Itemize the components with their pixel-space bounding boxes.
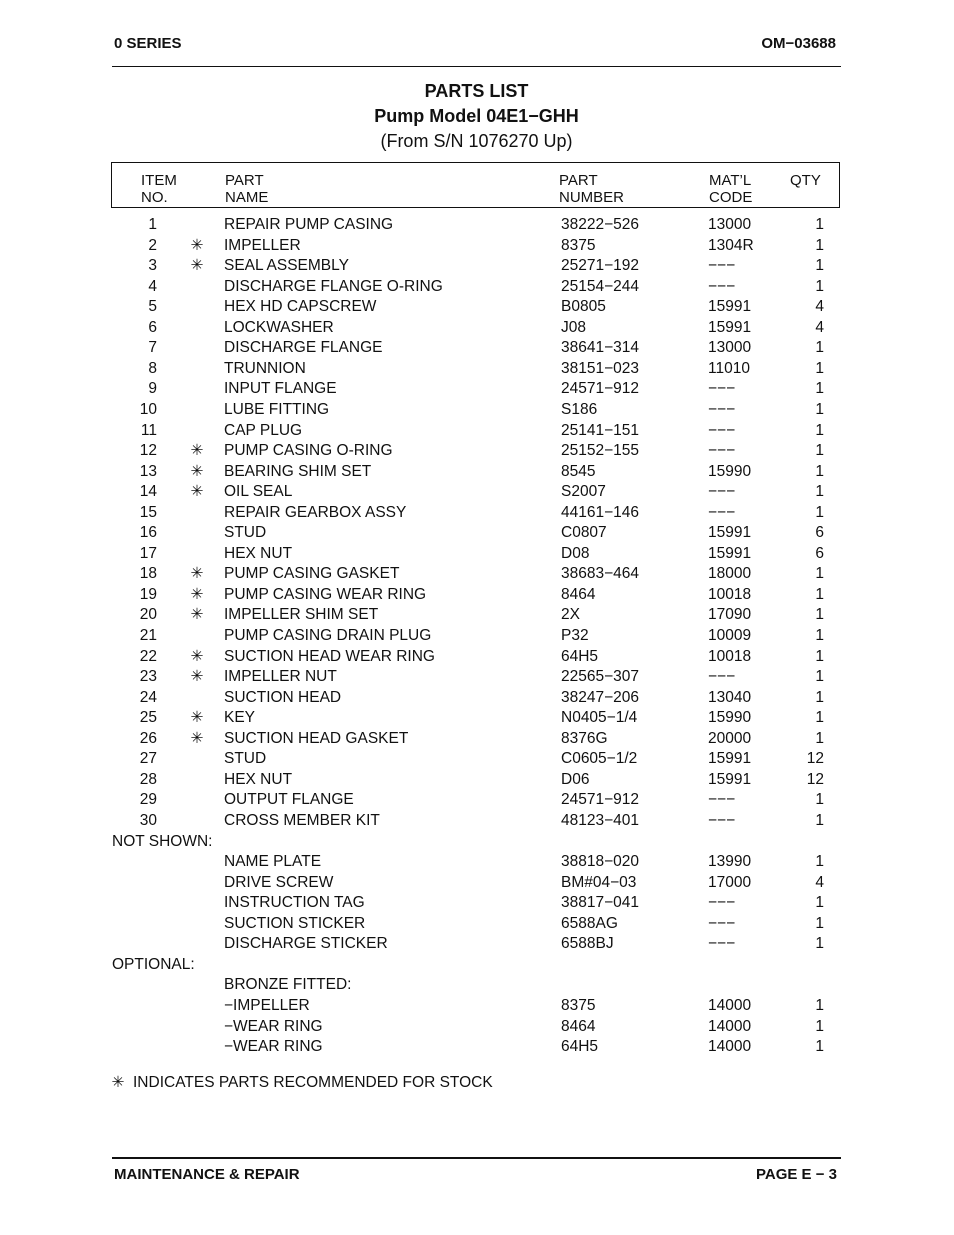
item-number: 16 <box>139 524 157 542</box>
part-name: BEARING SHIM SET <box>224 462 372 480</box>
stock-marker-icon: ✳ <box>190 668 204 686</box>
material-code: 10018 <box>708 585 752 603</box>
stock-legend <box>111 1073 493 1093</box>
col-part-name: PART NAME <box>225 172 269 206</box>
quantity: 6 <box>815 544 824 562</box>
item-number: 22 <box>139 647 157 665</box>
part-name: IMPELLER <box>224 236 301 254</box>
part-number: S2007 <box>561 483 606 501</box>
part-number: 8376G <box>561 729 608 747</box>
asterisk-icon: ✳ <box>111 1074 125 1091</box>
part-name: SUCTION STICKER <box>224 914 366 932</box>
part-name: REPAIR PUMP CASING <box>224 216 394 233</box>
part-name: −WEAR RING <box>224 1038 323 1055</box>
document-number: OM−03688 <box>761 35 836 52</box>
column-header-box <box>111 162 840 208</box>
material-code: 13000 <box>708 339 752 357</box>
item-number: 30 <box>139 812 157 829</box>
table-row <box>0 503 954 523</box>
stock-marker-icon: ✳ <box>190 236 204 254</box>
material-code: −−− <box>708 791 736 809</box>
part-number: 25271−192 <box>561 257 640 275</box>
stock-marker-icon: ✳ <box>190 709 204 727</box>
part-name: NAME PLATE <box>224 853 322 871</box>
quantity: 4 <box>815 318 824 336</box>
item-number: 8 <box>148 359 157 377</box>
table-row <box>0 585 954 605</box>
part-number: C0605−1/2 <box>561 750 638 768</box>
stock-marker-icon: ✳ <box>190 729 204 747</box>
part-name: LUBE FITTING <box>224 401 330 418</box>
part-name: PUMP CASING GASKET <box>224 565 400 583</box>
quantity: 1 <box>815 647 824 665</box>
part-name: DISCHARGE FLANGE O-RING <box>224 277 443 295</box>
quantity: 1 <box>815 709 824 727</box>
part-name: OUTPUT FLANGE <box>224 791 354 809</box>
part-number: 38222−526 <box>561 216 640 233</box>
part-name: PUMP CASING O-RING <box>224 442 393 460</box>
part-name: DISCHARGE STICKER <box>224 935 388 953</box>
quantity: 1 <box>815 236 824 254</box>
material-code: 11010 <box>708 359 750 377</box>
item-number: 25 <box>139 709 157 727</box>
table-row <box>0 852 954 872</box>
part-name: SEAL ASSEMBLY <box>224 257 349 275</box>
quantity: 1 <box>815 853 824 871</box>
part-number: BM#04−03 <box>561 873 637 891</box>
header-rule <box>112 66 841 67</box>
table-row <box>0 379 954 399</box>
part-name: IMPELLER NUT <box>224 668 337 686</box>
serial-range: (From S/N 1076270 Up) <box>380 131 573 151</box>
table-row <box>0 873 954 893</box>
quantity: 1 <box>815 894 824 912</box>
part-name: HEX HD CAPSCREW <box>224 298 377 316</box>
part-number: 25141−151 <box>561 421 640 439</box>
material-code: 15991 <box>708 318 752 336</box>
table-row <box>0 236 954 256</box>
part-number: N0405−1/4 <box>561 709 638 727</box>
quantity: 1 <box>815 935 824 953</box>
page-number: PAGE E − 3 <box>755 1166 837 1183</box>
quantity: 1 <box>815 462 824 480</box>
col-material-code: MAT’L CODE <box>709 172 753 206</box>
quantity: 1 <box>815 668 824 686</box>
quantity: 1 <box>815 791 824 809</box>
quantity: 1 <box>815 339 824 357</box>
material-code: −−− <box>708 914 736 932</box>
quantity: 1 <box>815 277 824 295</box>
table-row <box>0 605 954 625</box>
material-code: 15991 <box>708 544 752 562</box>
part-number: 38683−464 <box>561 565 640 583</box>
table-row <box>0 256 954 276</box>
item-number: 26 <box>139 729 157 747</box>
item-number: 13 <box>139 462 157 480</box>
part-name: SUCTION HEAD GASKET <box>224 729 409 747</box>
section-label: NOT SHOWN: <box>112 832 213 850</box>
quantity: 1 <box>815 503 824 521</box>
material-code: 14000 <box>708 1038 752 1055</box>
quantity: 6 <box>815 524 824 542</box>
table-row <box>0 688 954 708</box>
quantity: 1 <box>815 996 824 1014</box>
part-name: HEX NUT <box>224 544 293 562</box>
table-row <box>0 277 954 297</box>
item-number: 27 <box>139 750 157 768</box>
quantity: 1 <box>815 380 824 398</box>
material-code: −−− <box>708 257 736 275</box>
material-code: −−− <box>708 421 736 439</box>
item-number: 10 <box>139 401 157 418</box>
table-row <box>0 996 954 1016</box>
material-code: 18000 <box>708 565 752 583</box>
part-name: INPUT FLANGE <box>224 380 337 398</box>
quantity: 1 <box>815 688 824 706</box>
quantity: 1 <box>815 257 824 275</box>
quantity: 12 <box>806 770 824 788</box>
part-number: J08 <box>561 318 586 336</box>
table-row <box>0 811 954 831</box>
quantity: 1 <box>815 421 824 439</box>
item-number: 9 <box>148 380 157 398</box>
item-number: 12 <box>139 442 157 460</box>
footer-rule <box>112 1157 841 1159</box>
item-number: 17 <box>139 544 157 562</box>
quantity: 1 <box>815 1017 824 1035</box>
section-heading-row <box>0 955 954 975</box>
item-number: 15 <box>139 503 157 521</box>
material-code: 15991 <box>708 524 752 542</box>
table-row <box>0 297 954 317</box>
table-row <box>0 544 954 564</box>
material-code: 15991 <box>708 298 752 316</box>
part-number: 24571−912 <box>561 791 640 809</box>
quantity: 1 <box>815 585 824 603</box>
material-code: −−− <box>708 894 736 912</box>
part-number: S186 <box>561 401 598 418</box>
quantity: 1 <box>815 359 824 377</box>
part-number: 6588AG <box>561 914 618 932</box>
item-number: 3 <box>148 257 157 275</box>
table-row <box>0 729 954 749</box>
quantity: 1 <box>815 627 824 644</box>
table-row <box>0 523 954 543</box>
quantity: 4 <box>815 873 824 891</box>
table-row <box>0 462 954 482</box>
part-number: 8545 <box>561 462 596 480</box>
item-number: 18 <box>139 565 157 583</box>
stock-marker-icon: ✳ <box>190 442 204 460</box>
stock-marker-icon: ✳ <box>190 606 204 624</box>
table-row <box>0 934 954 954</box>
quantity: 1 <box>815 442 824 460</box>
item-number: 23 <box>139 668 157 686</box>
part-name: CROSS MEMBER KIT <box>224 812 380 829</box>
quantity: 1 <box>815 729 824 747</box>
part-name: TRUNNION <box>224 359 306 377</box>
quantity: 1 <box>815 565 824 583</box>
table-row <box>0 647 954 667</box>
part-number: B0805 <box>561 298 606 316</box>
page-title: PARTS LIST <box>424 81 529 101</box>
table-row <box>0 421 954 441</box>
material-code: −−− <box>708 483 736 501</box>
part-number: D08 <box>561 544 590 562</box>
quantity: 1 <box>815 606 824 624</box>
series-label: 0 SERIES <box>114 35 182 52</box>
table-row <box>0 400 954 420</box>
table-row <box>0 708 954 728</box>
quantity: 1 <box>815 483 824 501</box>
part-number: C0807 <box>561 524 607 542</box>
item-number: 1 <box>148 216 157 233</box>
legend-text: INDICATES PARTS RECOMMENDED FOR STOCK <box>133 1074 493 1091</box>
part-name: CAP PLUG <box>224 421 303 439</box>
item-number: 21 <box>139 627 157 644</box>
table-row <box>0 1017 954 1037</box>
material-code: 13040 <box>708 688 752 706</box>
item-number: 14 <box>139 483 157 501</box>
material-code: 17090 <box>708 606 752 624</box>
part-name: PUMP CASING DRAIN PLUG <box>224 627 432 644</box>
material-code: 15990 <box>708 462 752 480</box>
item-number: 24 <box>139 688 157 706</box>
material-code: 15991 <box>708 750 752 768</box>
part-number: 8375 <box>561 996 596 1014</box>
stock-marker-icon: ✳ <box>190 565 204 583</box>
material-code: −−− <box>708 380 736 398</box>
material-code: −−− <box>708 935 736 953</box>
item-number: 19 <box>139 585 157 603</box>
part-number: 44161−146 <box>561 503 640 521</box>
table-row <box>0 626 954 646</box>
part-number: 48123−401 <box>561 812 640 829</box>
part-name: SUCTION HEAD WEAR RING <box>224 647 435 665</box>
table-row <box>0 749 954 769</box>
material-code: −−− <box>708 277 736 295</box>
subsection-label: BRONZE FITTED: <box>224 976 352 994</box>
item-number: 29 <box>139 791 157 809</box>
material-code: 14000 <box>708 1017 752 1035</box>
material-code: 10009 <box>708 627 752 644</box>
table-row <box>0 482 954 502</box>
part-name: DRIVE SCREW <box>224 873 334 891</box>
part-name: SUCTION HEAD <box>224 688 342 706</box>
material-code: 14000 <box>708 996 752 1014</box>
material-code: 17000 <box>708 873 752 891</box>
stock-marker-icon: ✳ <box>190 462 204 480</box>
table-row <box>0 667 954 687</box>
part-name: −IMPELLER <box>224 996 310 1014</box>
table-row <box>0 338 954 358</box>
part-number: 64H5 <box>561 1038 599 1055</box>
table-row <box>0 441 954 461</box>
part-name: PUMP CASING WEAR RING <box>224 585 427 603</box>
item-number: 6 <box>148 318 157 336</box>
part-name: INSTRUCTION TAG <box>224 894 365 912</box>
table-row <box>0 318 954 338</box>
part-name: DISCHARGE FLANGE <box>224 339 383 357</box>
material-code: −−− <box>708 812 736 829</box>
item-number: 11 <box>140 421 157 439</box>
material-code: −−− <box>708 442 736 460</box>
material-code: 1304R <box>708 236 754 254</box>
stock-marker-icon: ✳ <box>190 257 204 275</box>
section-label: MAINTENANCE & REPAIR <box>114 1166 300 1183</box>
table-row <box>0 215 954 235</box>
stock-marker-icon: ✳ <box>190 483 204 501</box>
material-code: 13990 <box>708 853 752 871</box>
part-number: P32 <box>561 627 589 644</box>
material-code: 20000 <box>708 729 752 747</box>
part-number: 64H5 <box>561 647 599 665</box>
col-item: ITEM NO. <box>141 172 177 206</box>
item-number: 2 <box>148 236 157 254</box>
quantity: 12 <box>806 750 824 768</box>
part-number: 38817−041 <box>561 894 640 912</box>
part-name: REPAIR GEARBOX ASSY <box>224 503 407 521</box>
material-code: 13000 <box>708 216 752 233</box>
material-code: 15990 <box>708 709 752 727</box>
subsection-heading-row <box>0 975 954 995</box>
col-qty: QTY <box>790 172 821 189</box>
part-number: 38818−020 <box>561 853 640 871</box>
part-number: D06 <box>561 770 590 788</box>
part-name: STUD <box>224 750 267 768</box>
quantity: 1 <box>815 216 824 233</box>
stock-marker-icon: ✳ <box>190 585 204 603</box>
table-row <box>0 914 954 934</box>
part-number: 2X <box>561 606 580 624</box>
table-row <box>0 893 954 913</box>
quantity: 1 <box>815 812 824 829</box>
quantity: 4 <box>815 298 824 316</box>
part-number: 8464 <box>561 1017 596 1035</box>
part-number: 38641−314 <box>561 339 640 357</box>
quantity: 1 <box>815 1038 824 1055</box>
part-number: 25152−155 <box>561 442 640 460</box>
table-row <box>0 1037 954 1057</box>
part-number: 24571−912 <box>561 380 640 398</box>
item-number: 7 <box>148 339 157 357</box>
part-number: 22565−307 <box>561 668 640 686</box>
table-row <box>0 770 954 790</box>
table-row <box>0 564 954 584</box>
table-row <box>0 790 954 810</box>
part-name: LOCKWASHER <box>224 318 334 336</box>
material-code: −−− <box>708 668 736 686</box>
section-label: OPTIONAL: <box>112 955 195 973</box>
part-name: STUD <box>224 524 267 542</box>
item-number: 4 <box>148 277 157 295</box>
material-code: −−− <box>708 401 736 418</box>
part-name: HEX NUT <box>224 770 293 788</box>
part-name: KEY <box>224 709 256 727</box>
part-number: 38247−206 <box>561 688 640 706</box>
item-number: 20 <box>139 606 157 624</box>
part-name: OIL SEAL <box>224 483 293 501</box>
part-number: 8375 <box>561 236 596 254</box>
material-code: 10018 <box>708 647 752 665</box>
item-number: 28 <box>139 770 157 788</box>
part-name: −WEAR RING <box>224 1017 323 1035</box>
part-number: 25154−244 <box>561 277 640 295</box>
section-heading-row <box>0 832 954 852</box>
table-row <box>0 359 954 379</box>
pump-model: Pump Model 04E1−GHH <box>374 106 579 126</box>
part-number: 8464 <box>561 585 596 603</box>
stock-marker-icon: ✳ <box>190 647 204 665</box>
material-code: −−− <box>708 503 736 521</box>
item-number: 5 <box>148 298 157 316</box>
col-part-number: PART NUMBER <box>559 172 625 206</box>
part-number: 6588BJ <box>561 935 614 953</box>
quantity: 1 <box>815 914 824 932</box>
part-name: IMPELLER SHIM SET <box>224 606 379 624</box>
material-code: 15991 <box>708 770 752 788</box>
quantity: 1 <box>815 401 824 418</box>
part-number: 38151−023 <box>561 359 640 377</box>
